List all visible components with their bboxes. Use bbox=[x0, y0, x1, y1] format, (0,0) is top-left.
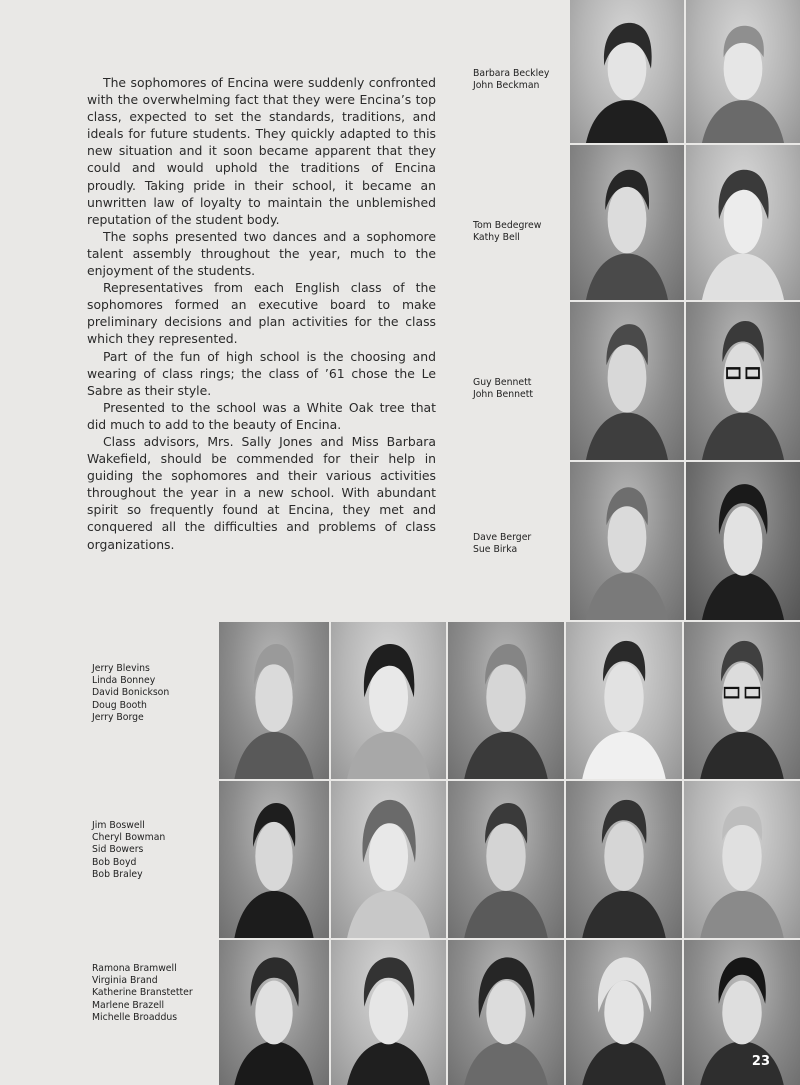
portrait-photo bbox=[684, 781, 800, 938]
student-name: Jim Boswell bbox=[92, 820, 145, 831]
student-name: Dave Berger bbox=[473, 532, 532, 543]
intro-paragraph: The sophs presented two dances and a sophomore talent assembly throughout the year, much to the enjoyment of the students. bbox=[87, 228, 436, 279]
portrait-photo bbox=[448, 940, 564, 1085]
intro-text bbox=[87, 74, 436, 553]
student-name: John Beckman bbox=[473, 80, 540, 92]
page-number: 23 bbox=[751, 1054, 770, 1069]
portrait-photo bbox=[331, 940, 446, 1085]
portrait-photo bbox=[448, 781, 564, 938]
portrait-photo bbox=[570, 302, 684, 460]
student-name: Jerry Blevins bbox=[92, 663, 150, 674]
portrait-photo bbox=[331, 622, 446, 779]
student-name: Katherine Branstetter bbox=[92, 987, 193, 999]
student-name: John Bennett bbox=[473, 389, 534, 401]
intro-paragraph: Part of the fun of high school is the choosing and wearing of class rings; the class of ’61 chose the Le Sabre as their style. bbox=[87, 348, 436, 398]
portrait-photo bbox=[570, 145, 684, 300]
student-name: Marlene Brazell bbox=[92, 999, 165, 1011]
caption-group bbox=[473, 377, 533, 401]
intro-paragraph: Class advisors, Mrs. Sally Jones and Miss Barbara Wakefield, should be commended for their help in guiding the sophomores and their various activities throughout the year in a new school. With abundant spirit so frequently found at Encina, they met and conquered all the difficulties and problems of class organizations. bbox=[87, 433, 436, 552]
student-name: Sid Bowers bbox=[92, 844, 144, 856]
portrait-photo bbox=[684, 622, 800, 779]
portrait-photo bbox=[686, 462, 800, 620]
caption-group bbox=[473, 68, 549, 92]
caption-group bbox=[92, 963, 193, 1024]
student-name: Guy Bennett bbox=[473, 377, 532, 388]
intro-paragraph: Presented to the school was a White Oak tree that did much to add to the beauty of Encina. bbox=[87, 399, 436, 432]
student-name: Michelle Broaddus bbox=[92, 1011, 178, 1023]
caption-group bbox=[92, 820, 165, 881]
student-name: Virginia Brand bbox=[92, 975, 158, 987]
portrait-photo bbox=[684, 940, 800, 1085]
caption-group bbox=[473, 220, 541, 244]
portrait-photo bbox=[686, 0, 800, 143]
intro-paragraph: The sophomores of Encina were suddenly confronted with the overwhelming fact that they were Encina’s top class, expected to set the standards, traditions, and ideals for future students. They quickly adapted to this new situation and it soon became apparent that they could and would uphold the traditions of Encina proudly. Taking pride in their school, it became an unwritten law of loyalty to maintain the unblemished reputation of the student body. bbox=[87, 75, 436, 227]
portrait-photo bbox=[219, 622, 329, 779]
student-name: Kathy Bell bbox=[473, 232, 520, 244]
portrait-photo bbox=[566, 781, 682, 938]
caption-group bbox=[473, 532, 531, 556]
student-name: Ramona Bramwell bbox=[92, 963, 177, 974]
portrait-photo bbox=[686, 302, 800, 460]
student-name: Bob Boyd bbox=[92, 856, 137, 868]
portrait-photo bbox=[331, 781, 446, 938]
portrait-photo bbox=[566, 622, 682, 779]
caption-group bbox=[92, 663, 169, 724]
portrait-photo bbox=[219, 781, 329, 938]
portrait-photo bbox=[566, 940, 682, 1085]
student-name: Doug Booth bbox=[92, 699, 147, 711]
portrait-photo bbox=[570, 0, 684, 143]
student-name: David Bonickson bbox=[92, 687, 170, 699]
student-name: Cheryl Bowman bbox=[92, 832, 166, 844]
student-name: Barbara Beckley bbox=[473, 68, 550, 79]
portrait-photo bbox=[570, 462, 684, 620]
student-name: Jerry Borge bbox=[92, 711, 144, 723]
student-name: Linda Bonney bbox=[92, 675, 156, 687]
portrait-photo bbox=[219, 940, 329, 1085]
student-name: Tom Bedegrew bbox=[473, 220, 542, 231]
portrait-photo bbox=[448, 622, 564, 779]
student-name: Sue Birka bbox=[473, 544, 518, 556]
intro-paragraph: Representatives from each English class of the sophomores formed an executive board to make preliminary decisions and plan activities for the class which they represented. bbox=[87, 280, 436, 347]
student-name: Bob Braley bbox=[92, 868, 143, 880]
portrait-photo bbox=[686, 145, 800, 300]
